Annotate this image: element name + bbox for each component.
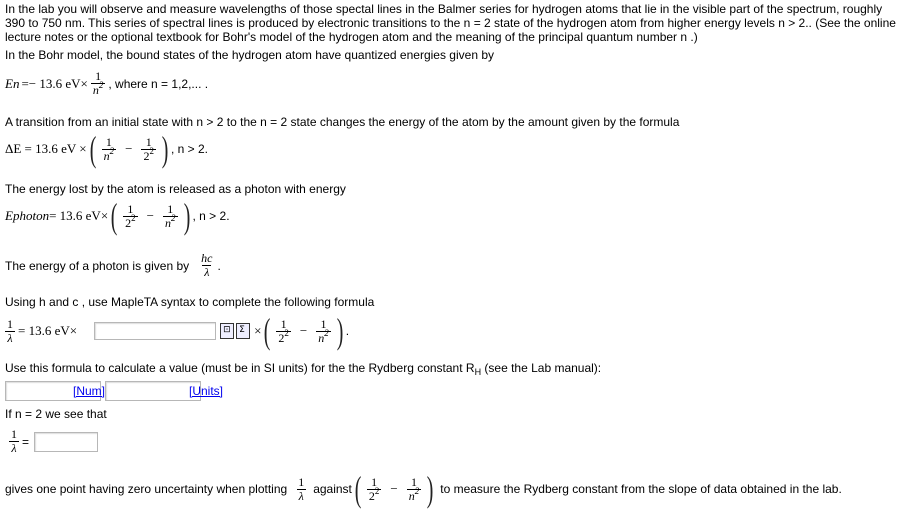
eq5-times: × <box>254 323 262 338</box>
eq5-right-paren: ) <box>336 311 344 351</box>
eq3-lhs: E <box>5 208 13 223</box>
final-text-b: to measure the Rydberg constant from the slope of data obtained in the lab. <box>440 482 842 496</box>
eq6-den: λ <box>11 441 17 455</box>
eq5-f1-num: 1 <box>280 316 287 331</box>
eq2-f2-den: $2^2$ <box>143 145 154 163</box>
photon-energy-equation: E photon = 13.6 eV× ( $\frac{1}{2^2}$ − $\frac{1}{n^2}$ ) , n > 2. <box>5 196 230 236</box>
eq5-f2-den: $n^2$ <box>318 327 329 345</box>
eq1-fraction <box>91 70 106 97</box>
eq3-left-paren: ( <box>110 196 118 236</box>
using-text: Using h and c , use MapleTA syntax to complete the following formula <box>5 295 375 309</box>
eq2-f1-den: $n^2$ <box>103 145 115 163</box>
energy-lost-text: The energy lost by the atom is released as a photon with energy <box>5 182 346 196</box>
eq5-minus: − <box>299 323 308 338</box>
use-formula-text: Use this formula to calculate a value (must be in SI units) for the the Rydberg constant $R_H$ (see the Lab manual): <box>5 361 602 377</box>
final-text-a: gives one point having zero uncertainty when plotting <box>5 482 288 496</box>
eq3-fraction-2 <box>163 203 178 230</box>
eq3-fraction-1 <box>123 203 138 230</box>
eq4-num: hc <box>201 251 213 265</box>
eq2-right-paren: ) <box>161 129 169 169</box>
eq2-fraction-1 <box>102 136 117 163</box>
rydberg-subscript: H <box>474 367 482 377</box>
eq6-fraction <box>9 428 19 455</box>
eq3-f2-den: $n^2$ <box>165 212 176 230</box>
eq2-condition: , n > 2. <box>170 142 209 156</box>
energy-level-equation: E n =− 13.6 eV× $\frac{1}{n^2}$ , where n = 1,2,... . <box>5 69 209 97</box>
final-left-paren: ( <box>354 469 362 509</box>
intro-line-1: In the lab you will observe and measure wavelengths of those spectal lines in the Balmer series for hydrogen atoms that lie in the visible part of the spectrum, roughly <box>5 2 883 16</box>
eq5-den: λ <box>7 330 13 345</box>
intro-line-2: 390 to 750 nm. This series of spectral lines is produced by electronic transitions to the n = 2 state of the hydrogen atom from higher energy levels n > 2.. (See the online <box>5 16 896 30</box>
photon-energy-text-row <box>5 252 221 279</box>
photon-text: The energy of a photon is given by <box>5 258 190 273</box>
eq5-lhs-fraction <box>5 318 15 345</box>
eq3-f2-num: 1 <box>167 201 174 216</box>
eq1-num: 1 <box>95 69 102 83</box>
intro-line-3: lecture notes or the optional textbook for Bohr's model of the hydrogen atom and the meaning of the principal quantum number n .) <box>5 30 698 44</box>
eq5-f1-den: $2^2$ <box>278 327 289 345</box>
equation-editor-icon[interactable]: Σ <box>236 323 250 339</box>
units-input[interactable] <box>105 381 201 401</box>
final-den: λ <box>298 488 304 503</box>
hc-over-lambda <box>199 252 214 279</box>
eq5-fraction-2 <box>316 318 331 345</box>
final-num: 1 <box>298 474 305 489</box>
num-units-row <box>5 381 224 401</box>
eq5-fraction-1 <box>276 318 291 345</box>
eq4-den: λ <box>204 265 210 279</box>
if-text: If n = 2 we see that <box>5 407 107 421</box>
final-against: against <box>313 482 352 496</box>
eq5-left-paren: ( <box>264 311 271 351</box>
eq3-minus: − <box>146 208 154 223</box>
final-fraction-2 <box>407 476 422 503</box>
eq6-num: 1 <box>11 427 17 441</box>
eq4-end: . <box>217 258 221 273</box>
eq2-f1-num: 1 <box>105 134 112 149</box>
one-over-lambda-input[interactable] <box>34 432 98 452</box>
eq5-end: . <box>345 324 350 338</box>
eq2-lhs: ΔE = 13.6 eV × <box>5 141 87 156</box>
eq3-right-paren: ) <box>183 196 190 236</box>
eq3-rhs: = 13.6 eV× <box>49 208 109 223</box>
intro-line-4: In the Bohr model, the bound states of the hydrogen atom have quantized energies given by <box>5 48 494 62</box>
final-minus: − <box>390 481 398 496</box>
one-over-lambda-row <box>5 428 98 455</box>
eq2-fraction-2 <box>141 136 156 163</box>
eq3-condition: , n > 2. <box>192 209 230 223</box>
final-line <box>5 469 842 509</box>
final-f1-num: 1 <box>371 474 378 489</box>
final-lambda-fraction <box>296 476 306 503</box>
eq1-den: $n^2$ <box>92 80 104 97</box>
final-f2-den: $n^2$ <box>408 485 420 503</box>
eq5-rhs: = 13.6 eV× <box>18 323 78 338</box>
formula-input[interactable] <box>94 322 216 340</box>
final-f2-num: 1 <box>410 474 417 489</box>
num-link[interactable]: [Num] <box>73 384 106 398</box>
eq3-f1-num: 1 <box>127 201 134 216</box>
eq1-lhs: E <box>5 75 13 91</box>
eq5-num: 1 <box>7 316 13 331</box>
preview-icon[interactable]: ⊡ <box>220 323 234 339</box>
eq1-rhs: =− 13.6 eV× <box>21 75 88 91</box>
eq3-f1-den: $2^2$ <box>125 212 136 230</box>
final-f1-den: $2^2$ <box>368 485 380 503</box>
final-fraction-1 <box>367 476 382 503</box>
eq2-left-paren: ( <box>89 129 96 169</box>
eq5-f2-num: 1 <box>320 316 327 331</box>
eq2-f2-num: 1 <box>145 134 152 149</box>
transition-text: A transition from an initial state with n > 2 to the n = 2 state changes the energy of the atom by the amount given by the formula <box>5 115 680 129</box>
eq2-minus: − <box>125 141 133 156</box>
eq1-where: , where n = 1,2,... . <box>108 76 209 91</box>
units-link[interactable]: [Units] <box>189 384 224 398</box>
final-right-paren: ) <box>426 469 434 509</box>
formula-input-row <box>5 311 350 351</box>
delta-e-equation <box>5 129 209 169</box>
eq6-equals: = <box>22 434 30 449</box>
